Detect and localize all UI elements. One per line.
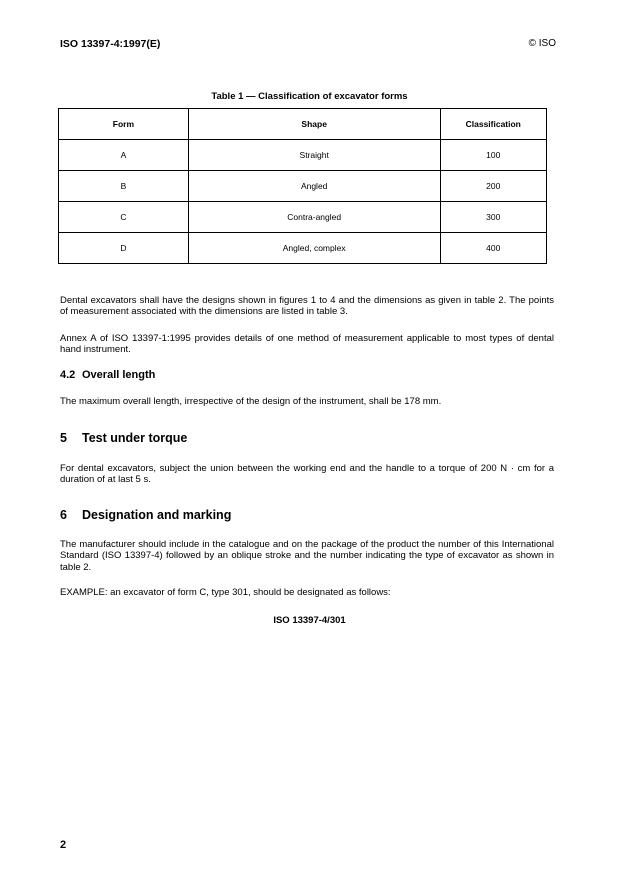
section-number: 6 — [60, 508, 67, 522]
table-cell-form: D — [59, 233, 189, 264]
table-caption: Table 1 — Classification of excavator forms — [211, 91, 408, 102]
table-row — [59, 202, 547, 233]
paragraph-designs: Dental excavators shall have the designs shown in figures 1 to 4 and the dimensions as given in table 2. The points of measurement associated with the dimensions are listed in table 3. — [60, 295, 554, 318]
designation-example: ISO 13397-4/301 — [273, 615, 346, 626]
section-number: 5 — [60, 431, 67, 445]
section-number: 4.2 — [60, 369, 76, 381]
table-cell-form: C — [59, 202, 189, 233]
table-row — [59, 140, 547, 171]
column-header-shape: Shape — [188, 109, 440, 140]
section-heading-5 — [60, 431, 187, 445]
paragraph-overall-length: The maximum overall length, irrespective of the design of the instrument, shall be 178 mm. — [60, 396, 442, 407]
table-cell-classification: 100 — [440, 140, 546, 171]
table-cell-classification: 200 — [440, 171, 546, 202]
example-note: EXAMPLE: an excavator of form C, type 301, should be designated as follows: — [60, 587, 391, 598]
document-id: ISO 13397-4:1997(E) — [60, 38, 161, 50]
table-row — [59, 171, 547, 202]
section-title: Overall length — [82, 369, 156, 381]
section-title: Designation and marking — [82, 508, 232, 522]
table-cell-shape: Straight — [188, 140, 440, 171]
section-heading-6 — [60, 508, 231, 522]
column-header-form: Form — [59, 109, 189, 140]
section-heading-4-2 — [60, 369, 155, 381]
column-header-classification: Classification — [440, 109, 546, 140]
paragraph-torque: For dental excavators, subject the union between the working end and the handle to a torque of 200 N · cm for a duration of at last 5 s. — [60, 463, 554, 486]
paragraph-designation: The manufacturer should include in the catalogue and on the package of the product the number of this International Standard (ISO 13397-4) followed by an oblique stroke and the number indicating the type of excavator as shown in table 2. — [60, 539, 554, 573]
table-cell-shape: Contra-angled — [188, 202, 440, 233]
table-cell-classification: 300 — [440, 202, 546, 233]
table-cell-shape: Angled — [188, 171, 440, 202]
classification-table — [58, 108, 547, 264]
paragraph-annex-a: Annex A of ISO 13397-1:1995 provides details of one method of measurement applicable to most types of dental hand instrument. — [60, 333, 554, 356]
table-cell-shape: Angled, complex — [188, 233, 440, 264]
section-title: Test under torque — [82, 431, 188, 445]
table-header-row — [59, 109, 547, 140]
table-cell-form: B — [59, 171, 189, 202]
table-cell-form: A — [59, 140, 189, 171]
copyright-notice: © ISO — [528, 38, 556, 49]
page-number: 2 — [60, 839, 67, 851]
table-row — [59, 233, 547, 264]
table-cell-classification: 400 — [440, 233, 546, 264]
